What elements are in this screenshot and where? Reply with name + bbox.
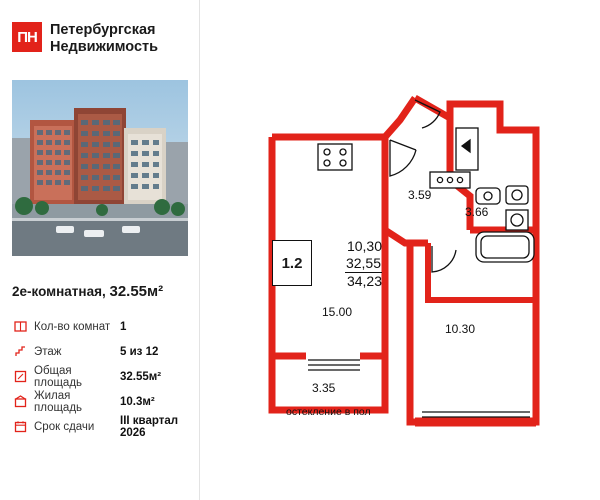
spec-value-floor: 5 из 12 [120, 345, 159, 358]
brand-mark-icon: ПН [12, 22, 42, 52]
spec-value-total-area: 32.55м² [120, 370, 162, 383]
floor-plan[interactable] [200, 0, 600, 500]
spec-row-floor [12, 339, 190, 364]
brand-logo-block[interactable] [12, 22, 158, 56]
area-summary [318, 238, 382, 290]
apartment-number-badge: 1.2 [272, 240, 312, 286]
room-label-bathroom: 3.66 [465, 205, 489, 219]
rooms-icon [12, 320, 28, 333]
spec-label-total-area: Общая площадь [34, 364, 83, 389]
total-area-icon [12, 370, 28, 383]
room-label-hallway: 3.59 [408, 188, 432, 202]
spec-label-deadline: Срок сдачи [34, 420, 95, 433]
room-label-bedroom: 10.30 [445, 322, 476, 336]
spec-label-living-area: Жилая площадь [34, 389, 83, 414]
glazing-note: остекление в пол [286, 406, 371, 418]
spec-value-deadline: III квартал 2026 [120, 414, 179, 439]
spec-value-rooms: 1 [120, 320, 127, 333]
brand-name-line-1: Петербургская [50, 22, 156, 38]
page-title [12, 283, 163, 300]
spec-row-living-area [12, 389, 190, 414]
calendar-icon [12, 420, 28, 433]
room-label-balcony: 3.35 [312, 381, 336, 395]
living-area-icon [12, 395, 28, 408]
floor-icon [12, 345, 28, 358]
brand-name [50, 22, 158, 56]
specs-list [12, 314, 190, 439]
room-label-kitchen-living-room: 15.00 [322, 305, 353, 319]
building-photo-image [12, 80, 188, 256]
brand-name-line-2: Недвижимость [50, 39, 159, 55]
area-top-value: 10,30 [346, 238, 382, 254]
spec-row-total-area [12, 364, 190, 389]
spec-row-rooms [12, 314, 190, 339]
area-with-balcony-value: 34,23 [346, 273, 382, 289]
building-photo[interactable] [12, 80, 188, 256]
area-total-value: 32,55 [345, 255, 381, 271]
spec-row-deadline [12, 414, 190, 439]
spec-value-living-area: 10.3м² [120, 395, 155, 408]
flat-area: 32.55м² [109, 283, 164, 300]
info-sidebar [0, 0, 200, 500]
flat-type: 2е-комнатная, [12, 284, 106, 299]
floor-plan-drawing [200, 0, 600, 500]
spec-label-floor: Этаж [34, 345, 62, 358]
spec-label-rooms: Кол-во комнат [34, 320, 111, 333]
